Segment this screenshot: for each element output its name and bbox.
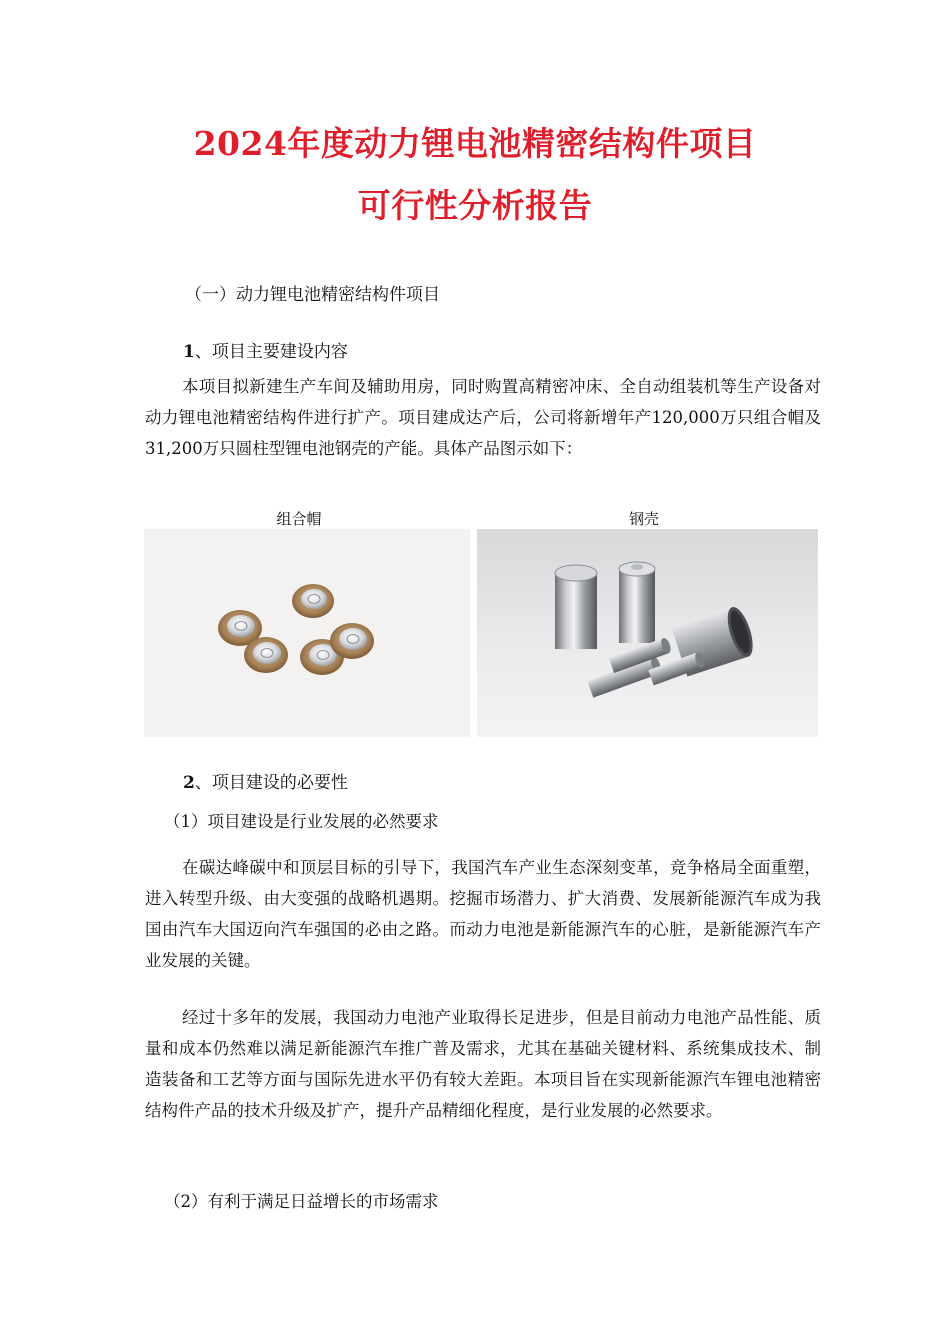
- subheading-2: [183, 768, 348, 793]
- item-heading-2: （2）有利于满足日益增长的市场需求: [164, 1192, 439, 1211]
- figure-caption-steel-shell: 钢壳: [628, 510, 659, 528]
- figure-caption-combination-cap: 组合帽: [276, 510, 322, 528]
- combination-cap-photo: [144, 529, 470, 737]
- subheading-1: [183, 337, 348, 362]
- cap-5: [330, 623, 374, 659]
- report-title-line1: 2024年度动力锂电池精密结构件项目: [193, 124, 757, 163]
- steel-shell-photo: [477, 529, 818, 737]
- subheading-1-number: 1: [183, 342, 195, 362]
- section-heading: （一）动力锂电池精密结构件项目: [185, 285, 440, 305]
- subheading-1-text: 、项目主要建设内容: [194, 342, 348, 362]
- cap-1: [292, 584, 334, 618]
- item-heading-1: （1）项目建设是行业发展的必然要求: [164, 812, 439, 831]
- paragraph-construction-content: 本项目拟新建生产车间及辅助用房，同时购置高精密冲床、全自动组装机等生产设备对动力锂电池精密结构件进行扩产。项目建成达产后，公司将新增年产120,000万只组合帽及 31,200万只圆柱型锂电池钢壳的产能。具体产品图示如下：: [145, 377, 821, 458]
- cap-3: [244, 637, 288, 673]
- paragraph-industry-development: 在碳达峰碳中和顶层目标的引导下，我国汽车产业生态深刻变革，竞争格局全面重塑，进入转型升级、由大变强的战略机遇期。挖掘市场潜力、扩大消费、发展新能源汽车成为我国由汽车大国迈向汽车强国的必由之路。而动力电池是新能源汽车的心脏，是新能源汽车产业发展的关键。: [145, 858, 821, 970]
- subheading-2-text: 、项目建设的必要性: [194, 773, 348, 793]
- subheading-2-number: 2: [183, 773, 195, 793]
- paragraph-battery-progress: 经过十多年的发展，我国动力电池产业取得长足进步，但是目前动力电池产品性能、质量和成本仍然难以满足新能源汽车推广普及需求，尤其在基础关键材料、系统集成技术、制造装备和工艺等方面与国际先进水平仍有较大差距。本项目旨在实现新能源汽车锂电池精密结构件产品的技术升级及扩产，提升产品精细化程度，是行业发展的必然要求。: [145, 1008, 821, 1120]
- report-title-line2: 可行性分析报告: [357, 186, 593, 225]
